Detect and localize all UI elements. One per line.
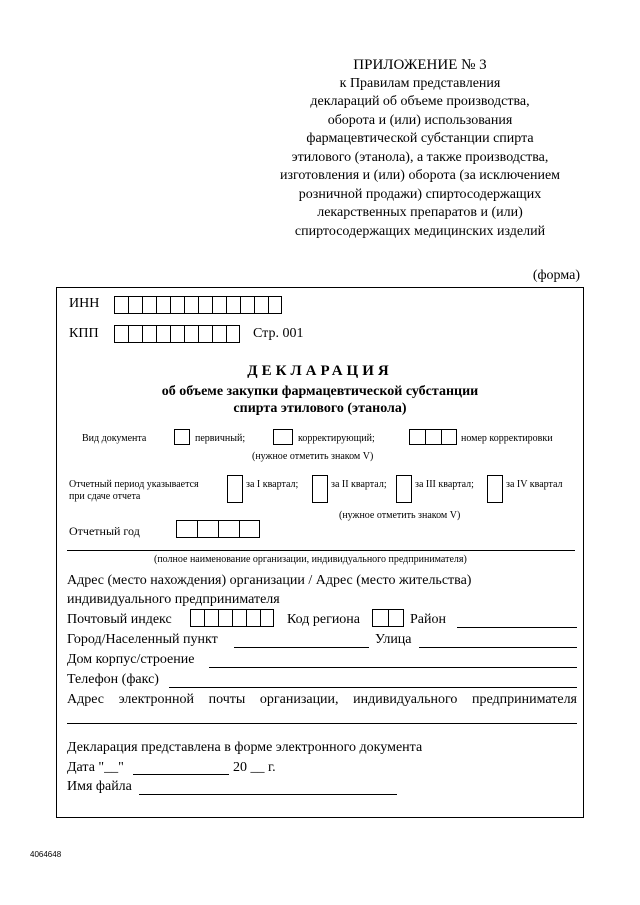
input-cell[interactable] <box>372 609 388 627</box>
input-cell[interactable] <box>441 429 457 445</box>
input-cell[interactable] <box>128 325 142 343</box>
doc-type-hint: (нужное отметить знаком V) <box>252 451 374 462</box>
input-cell[interactable] <box>226 325 240 343</box>
input-cell[interactable] <box>260 609 274 627</box>
input-cell[interactable] <box>254 296 268 314</box>
region-code-cells[interactable] <box>372 609 404 627</box>
q4-checkbox[interactable] <box>487 475 503 503</box>
year-cells[interactable] <box>176 520 260 538</box>
page-number: Стр. 001 <box>253 326 304 341</box>
org-name-field[interactable] <box>67 550 575 551</box>
input-cell[interactable] <box>218 609 232 627</box>
input-cell[interactable] <box>114 296 128 314</box>
corrective-label: корректирующий; <box>298 433 375 444</box>
primary-label: первичный; <box>195 433 246 444</box>
input-cell[interactable] <box>212 325 226 343</box>
appendix-line: розничной продажи) спиртосодержащих <box>298 186 542 202</box>
appendix-header <box>250 56 590 241</box>
input-cell[interactable] <box>170 296 184 314</box>
input-cell[interactable] <box>232 609 246 627</box>
input-cell[interactable] <box>198 296 212 314</box>
date-label: Дата "__" <box>67 760 124 775</box>
email-field[interactable] <box>67 723 577 724</box>
building-label: Дом корпус/строение <box>67 652 195 667</box>
input-cell[interactable] <box>142 296 156 314</box>
district-field[interactable] <box>457 627 577 628</box>
declaration-subtitle: спирта этилового (этанола) <box>233 401 407 416</box>
input-cell[interactable] <box>198 325 212 343</box>
email-label: Адрес электронной почты организации, индивидуального предпринимателя <box>67 692 577 707</box>
correction-number-cells[interactable] <box>409 429 457 445</box>
appendix-line: этилового (этанола), а также производства, <box>291 149 549 165</box>
declaration-title: ДЕКЛАРАЦИЯ <box>247 363 393 379</box>
district-label: Район <box>410 612 446 627</box>
input-cell[interactable] <box>246 609 260 627</box>
appendix-line: спиртосодержащих медицинских изделий <box>294 223 546 239</box>
phone-field[interactable] <box>169 687 577 688</box>
corrective-checkbox[interactable] <box>273 429 293 445</box>
input-cell[interactable] <box>268 296 282 314</box>
q1-label: за I квартал; <box>246 479 299 490</box>
declaration-subtitle: об объеме закупки фармацевтической субстанции <box>161 384 479 399</box>
phone-label: Телефон (факс) <box>67 672 159 687</box>
appendix-line: к Правилам представления <box>339 75 501 91</box>
date-year: 20 __ г. <box>233 760 276 775</box>
input-cell[interactable] <box>170 325 184 343</box>
appendix-line: лекарственных препаратов и (или) <box>317 205 523 220</box>
kpp-label: КПП <box>69 326 99 341</box>
input-cell[interactable] <box>409 429 425 445</box>
electronic-statement: Декларация представлена в форме электронного документа <box>67 740 423 755</box>
period-hint: (нужное отметить знаком V) <box>339 510 461 521</box>
input-cell[interactable] <box>239 520 260 538</box>
input-cell[interactable] <box>114 325 128 343</box>
postal-index-cells[interactable] <box>190 609 274 627</box>
appendix-line: оборота и (или) использования <box>327 112 513 128</box>
input-cell[interactable] <box>184 325 198 343</box>
address-heading: индивидуального предпринимателя <box>67 592 280 607</box>
inn-cells[interactable] <box>114 296 282 314</box>
region-code-label: Код региона <box>287 612 361 627</box>
inn-label: ИНН <box>69 296 100 311</box>
input-cell[interactable] <box>226 296 240 314</box>
input-cell[interactable] <box>190 609 204 627</box>
q3-checkbox[interactable] <box>396 475 412 503</box>
input-cell[interactable] <box>204 609 218 627</box>
input-cell[interactable] <box>197 520 218 538</box>
appendix-line: изготовления и (или) оборота (за исключением <box>279 168 561 183</box>
street-field[interactable] <box>419 647 577 648</box>
form-label: (форма) <box>532 268 580 283</box>
input-cell[interactable] <box>212 296 226 314</box>
period-label: при сдаче отчета <box>69 491 141 502</box>
input-cell[interactable] <box>156 325 170 343</box>
period-label: Отчетный период указывается <box>69 479 199 490</box>
doc-type-label: Вид документа <box>82 433 147 444</box>
input-cell[interactable] <box>425 429 441 445</box>
correction-number-label: номер корректировки <box>461 433 553 444</box>
file-name-field[interactable] <box>139 794 397 795</box>
building-field[interactable] <box>209 667 577 668</box>
input-cell[interactable] <box>240 296 254 314</box>
q4-label: за IV квартал <box>506 479 563 490</box>
postal-index-label: Почтовый индекс <box>67 612 172 627</box>
date-month-field[interactable] <box>133 774 229 775</box>
input-cell[interactable] <box>388 609 404 627</box>
city-label: Город/Населенный пункт <box>67 632 218 647</box>
city-field[interactable] <box>234 647 369 648</box>
input-cell[interactable] <box>128 296 142 314</box>
input-cell[interactable] <box>184 296 198 314</box>
input-cell[interactable] <box>218 520 239 538</box>
street-label: Улица <box>375 632 412 647</box>
declaration-form <box>56 287 584 818</box>
q1-checkbox[interactable] <box>227 475 243 503</box>
input-cell[interactable] <box>176 520 197 538</box>
year-label: Отчетный год <box>69 524 140 538</box>
kpp-cells[interactable] <box>114 325 240 343</box>
barcode-number: 4064648 <box>30 850 62 859</box>
file-name-label: Имя файла <box>67 779 132 794</box>
q3-label: за III квартал; <box>415 479 474 490</box>
appendix-title: ПРИЛОЖЕНИЕ № 3 <box>353 57 487 73</box>
input-cell[interactable] <box>142 325 156 343</box>
appendix-line: фармацевтической субстанции спирта <box>306 131 534 146</box>
appendix-line: деклараций об объеме производства, <box>310 94 530 109</box>
primary-checkbox[interactable] <box>174 429 190 445</box>
org-name-hint: (полное наименование организации, индивидуального предпринимателя) <box>154 554 467 565</box>
q2-checkbox[interactable] <box>312 475 328 503</box>
input-cell[interactable] <box>156 296 170 314</box>
q2-label: за II квартал; <box>331 479 387 490</box>
address-heading: Адрес (место нахождения) организации / Адрес (место жительства) <box>67 573 472 588</box>
